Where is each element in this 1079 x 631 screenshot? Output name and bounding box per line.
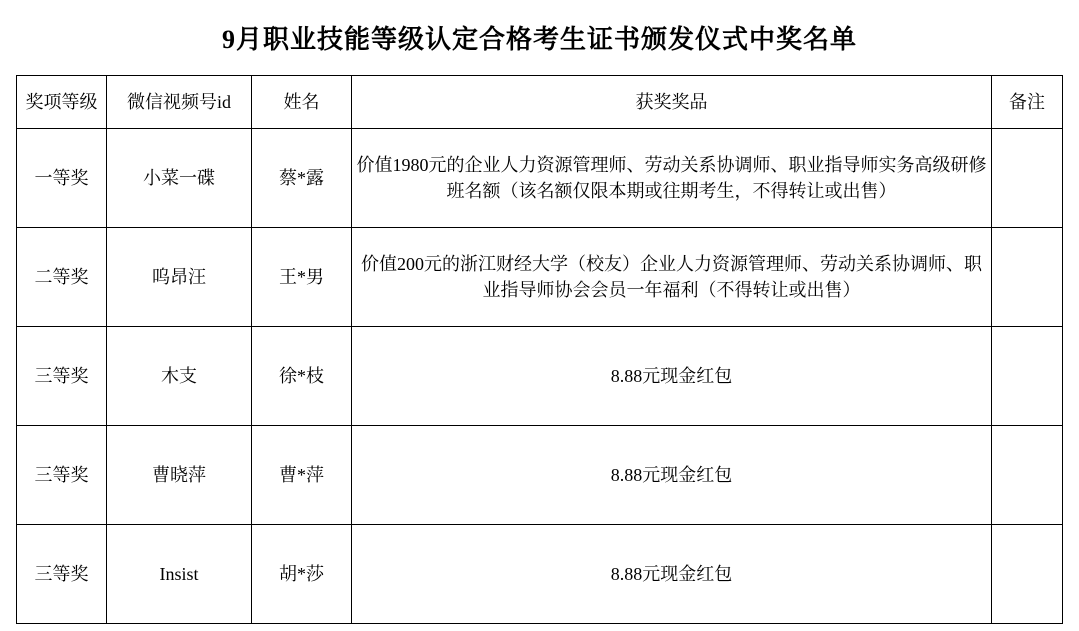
column-header-remark: 备注 xyxy=(992,76,1063,129)
table-header-row xyxy=(17,76,1063,129)
cell-remark xyxy=(992,129,1063,228)
column-header-prize: 获奖奖品 xyxy=(352,76,992,129)
cell-wxid: 曹晓萍 xyxy=(107,426,252,525)
table-header xyxy=(17,76,1063,129)
cell-name: 蔡*露 xyxy=(252,129,352,228)
cell-prize: 8.88元现金红包 xyxy=(352,426,992,525)
cell-name: 胡*莎 xyxy=(252,525,352,624)
cell-name: 徐*枝 xyxy=(252,327,352,426)
cell-rank: 三等奖 xyxy=(17,525,107,624)
cell-prize: 8.88元现金红包 xyxy=(352,525,992,624)
table-row xyxy=(17,228,1063,327)
table-row xyxy=(17,525,1063,624)
cell-remark xyxy=(992,426,1063,525)
table-row xyxy=(17,426,1063,525)
page-title: 9月职业技能等级认定合格考生证书颁发仪式中奖名单 xyxy=(221,25,857,54)
cell-remark xyxy=(992,327,1063,426)
cell-name: 王*男 xyxy=(252,228,352,327)
column-header-rank: 奖项等级 xyxy=(17,76,107,129)
cell-wxid: Insist xyxy=(107,525,252,624)
table-row xyxy=(17,129,1063,228)
cell-prize: 价值1980元的企业人力资源管理师、劳动关系协调师、职业指导师实务高级研修班名额（该名额仅限本期或往期考生，不得转让或出售） xyxy=(352,129,992,228)
cell-rank: 一等奖 xyxy=(17,129,107,228)
cell-name: 曹*萍 xyxy=(252,426,352,525)
cell-wxid: 呜昂汪 xyxy=(107,228,252,327)
award-winners-table xyxy=(16,75,1063,624)
cell-prize: 8.88元现金红包 xyxy=(352,327,992,426)
cell-wxid: 木支 xyxy=(107,327,252,426)
cell-rank: 三等奖 xyxy=(17,327,107,426)
cell-rank: 二等奖 xyxy=(17,228,107,327)
cell-wxid: 小菜一碟 xyxy=(107,129,252,228)
cell-remark xyxy=(992,228,1063,327)
table-row xyxy=(17,327,1063,426)
cell-prize: 价值200元的浙江财经大学（校友）企业人力资源管理师、劳动关系协调师、职业指导师协会会员一年福利（不得转让或出售） xyxy=(352,228,992,327)
table-body xyxy=(17,129,1063,624)
cell-remark xyxy=(992,525,1063,624)
column-header-name: 姓名 xyxy=(252,76,352,129)
column-header-wxid: 微信视频号id xyxy=(107,76,252,129)
cell-rank: 三等奖 xyxy=(17,426,107,525)
